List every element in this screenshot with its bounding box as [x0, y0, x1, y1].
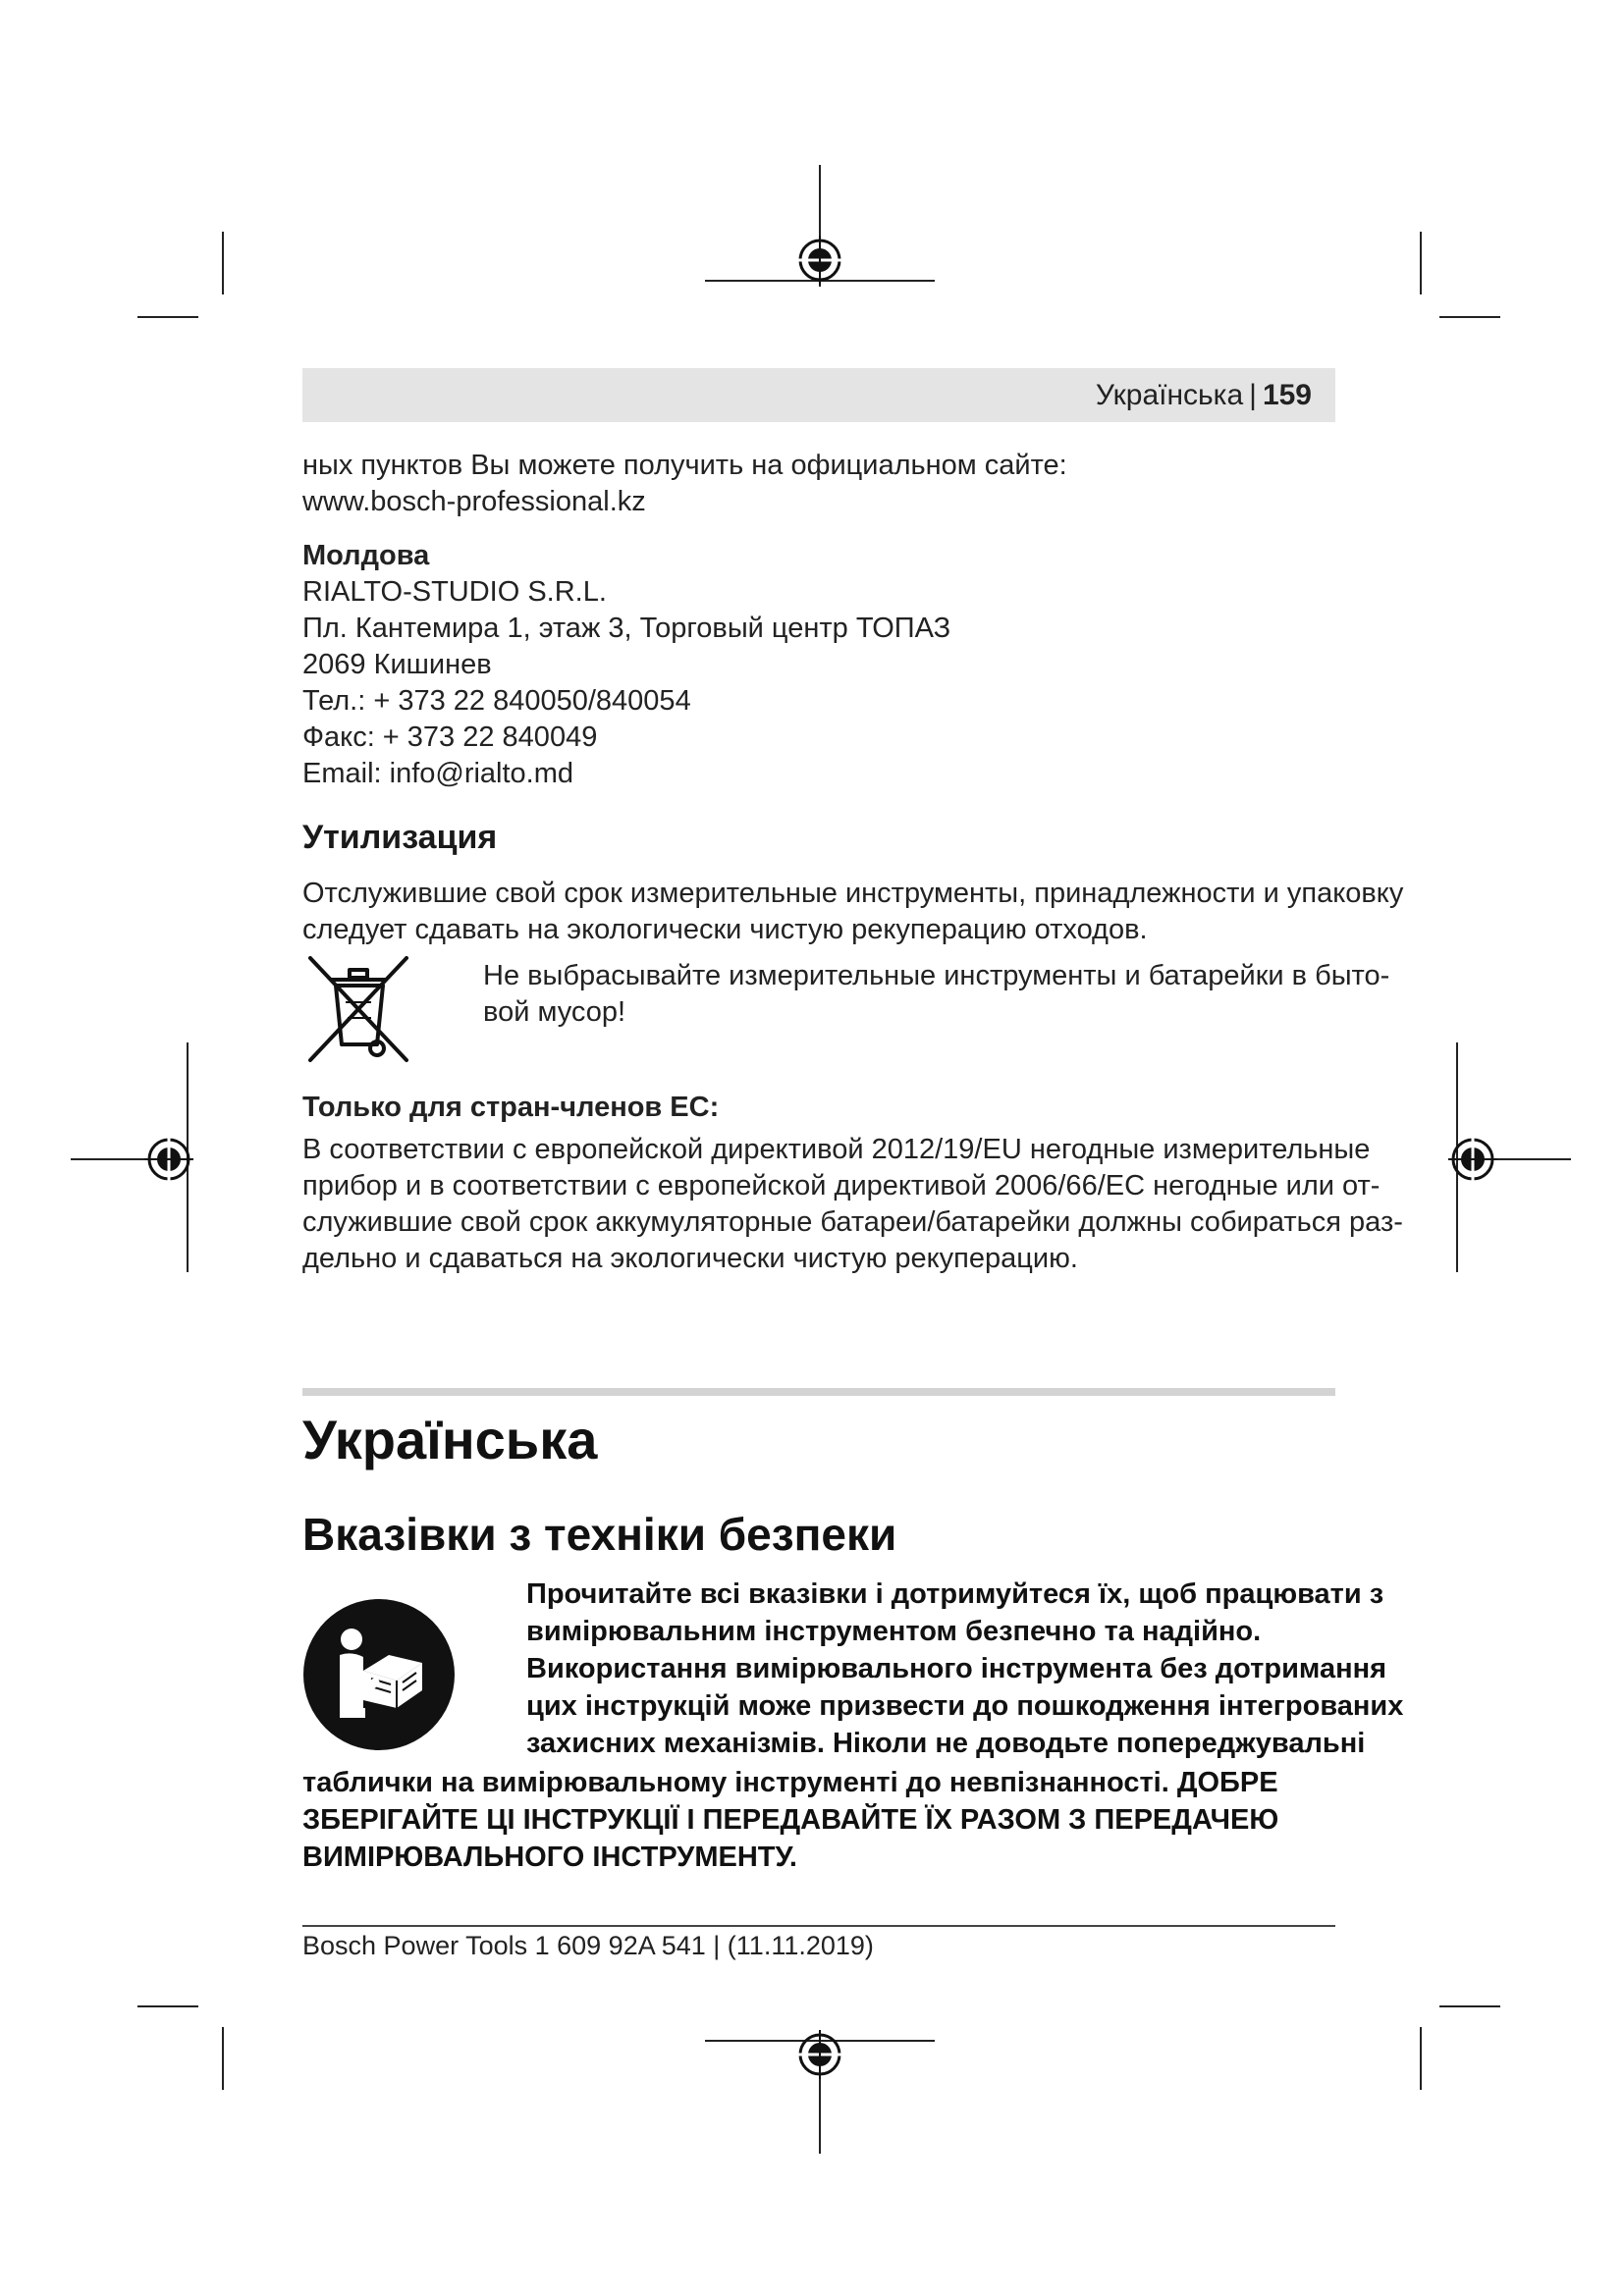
section-divider — [302, 1388, 1335, 1396]
text-line: В соответствии с европейской директивой 2012/19/EU негодные измерительные — [302, 1134, 1371, 1165]
safety-text-indented — [526, 1575, 1403, 1762]
kz-tail — [302, 448, 1067, 520]
text-line: Використання вимірювального інструмента без дотримання — [526, 1653, 1387, 1684]
text-line: www.bosch-professional.kz — [302, 486, 646, 517]
disposal-title: Утилизация — [302, 819, 498, 856]
text-line: служившие свой срок аккумуляторные батареи/батарейки должны собираться раз- — [302, 1206, 1403, 1238]
footer-rule — [302, 1925, 1335, 1927]
registration-mark-icon — [1448, 1135, 1497, 1184]
text-line: RIALTO-STUDIO S.R.L. — [302, 576, 607, 608]
text-line: Тел.: + 373 22 840050/840054 — [302, 685, 691, 717]
text-line: Факс: + 373 22 840049 — [302, 721, 598, 753]
text-line: таблички на вимірювальному інструменті до невпізнанності. ДОБРЕ — [302, 1767, 1278, 1798]
header-language: Українська — [1095, 379, 1244, 411]
text-line: Пл. Кантемира 1, этаж 3, Торговый центр ТОПАЗ — [302, 613, 951, 644]
eu-title: Только для стран-членов ЕС: — [302, 1092, 720, 1123]
disposal-warning — [483, 958, 1389, 1031]
text-line: прибор и в соответствии с европейской директивой 2006/66/EC негодные или от- — [302, 1170, 1380, 1201]
language-section-title: Українська — [302, 1409, 598, 1470]
moldova-contact — [302, 538, 950, 792]
page-header — [302, 368, 1335, 422]
text-line: Email: info@rialto.md — [302, 758, 574, 789]
text-line: захисних механізмів. Ніколи не доводьте попереджувальні — [526, 1728, 1366, 1759]
text-line: Не выбрасывайте измерительные инструменты и батарейки в быто- — [483, 960, 1390, 991]
text-line: вой мусор! — [483, 996, 626, 1028]
header-label: Українська | 159 — [1095, 379, 1312, 411]
disposal-intro — [302, 876, 1403, 948]
footer-text: Bosch Power Tools 1 609 92A 541 | (11.11.2019) — [302, 1931, 874, 1960]
text-line: ных пунктов Вы можете получить на официальном сайте: — [302, 450, 1067, 481]
safety-text-full — [302, 1764, 1278, 1876]
text-line: следует сдавать на экологически чистую рекуперацию отходов. — [302, 914, 1148, 945]
text-line: 2069 Кишинев — [302, 649, 492, 680]
text-line: дельно и сдаваться на экологически чистую рекуперацию. — [302, 1243, 1078, 1274]
registration-mark-icon — [795, 236, 844, 285]
registration-mark-icon — [144, 1135, 193, 1184]
text-line: Отслужившие свой срок измерительные инструменты, принадлежности и упаковку — [302, 878, 1404, 909]
read-manual-icon — [302, 1598, 456, 1751]
eu-text — [302, 1132, 1403, 1277]
crossed-out-wheelie-bin-icon — [304, 954, 412, 1064]
text-line: ВИМІРЮВАЛЬНОГО ІНСТРУМЕНТУ. — [302, 1842, 797, 1873]
text-line: цих інструкцій може призвести до пошкодження інтегрованих — [526, 1690, 1404, 1722]
text-line: ЗБЕРІГАЙТЕ ЦІ ІНСТРУКЦІЇ І ПЕРЕДАВАЙТЕ ЇХ РАЗОМ З ПЕРЕДАЧЕЮ — [302, 1804, 1279, 1836]
text-line: Прочитайте всі вказівки і дотримуйтеся їх, щоб працювати з — [526, 1578, 1384, 1610]
text-line: вимірювальним інструментом безпечно та надійно. — [526, 1616, 1262, 1647]
page-number: 159 — [1262, 379, 1312, 411]
registration-mark-icon — [795, 2030, 844, 2079]
moldova-title: Молдова — [302, 540, 430, 571]
safety-title: Вказівки з техніки безпеки — [302, 1509, 897, 1560]
